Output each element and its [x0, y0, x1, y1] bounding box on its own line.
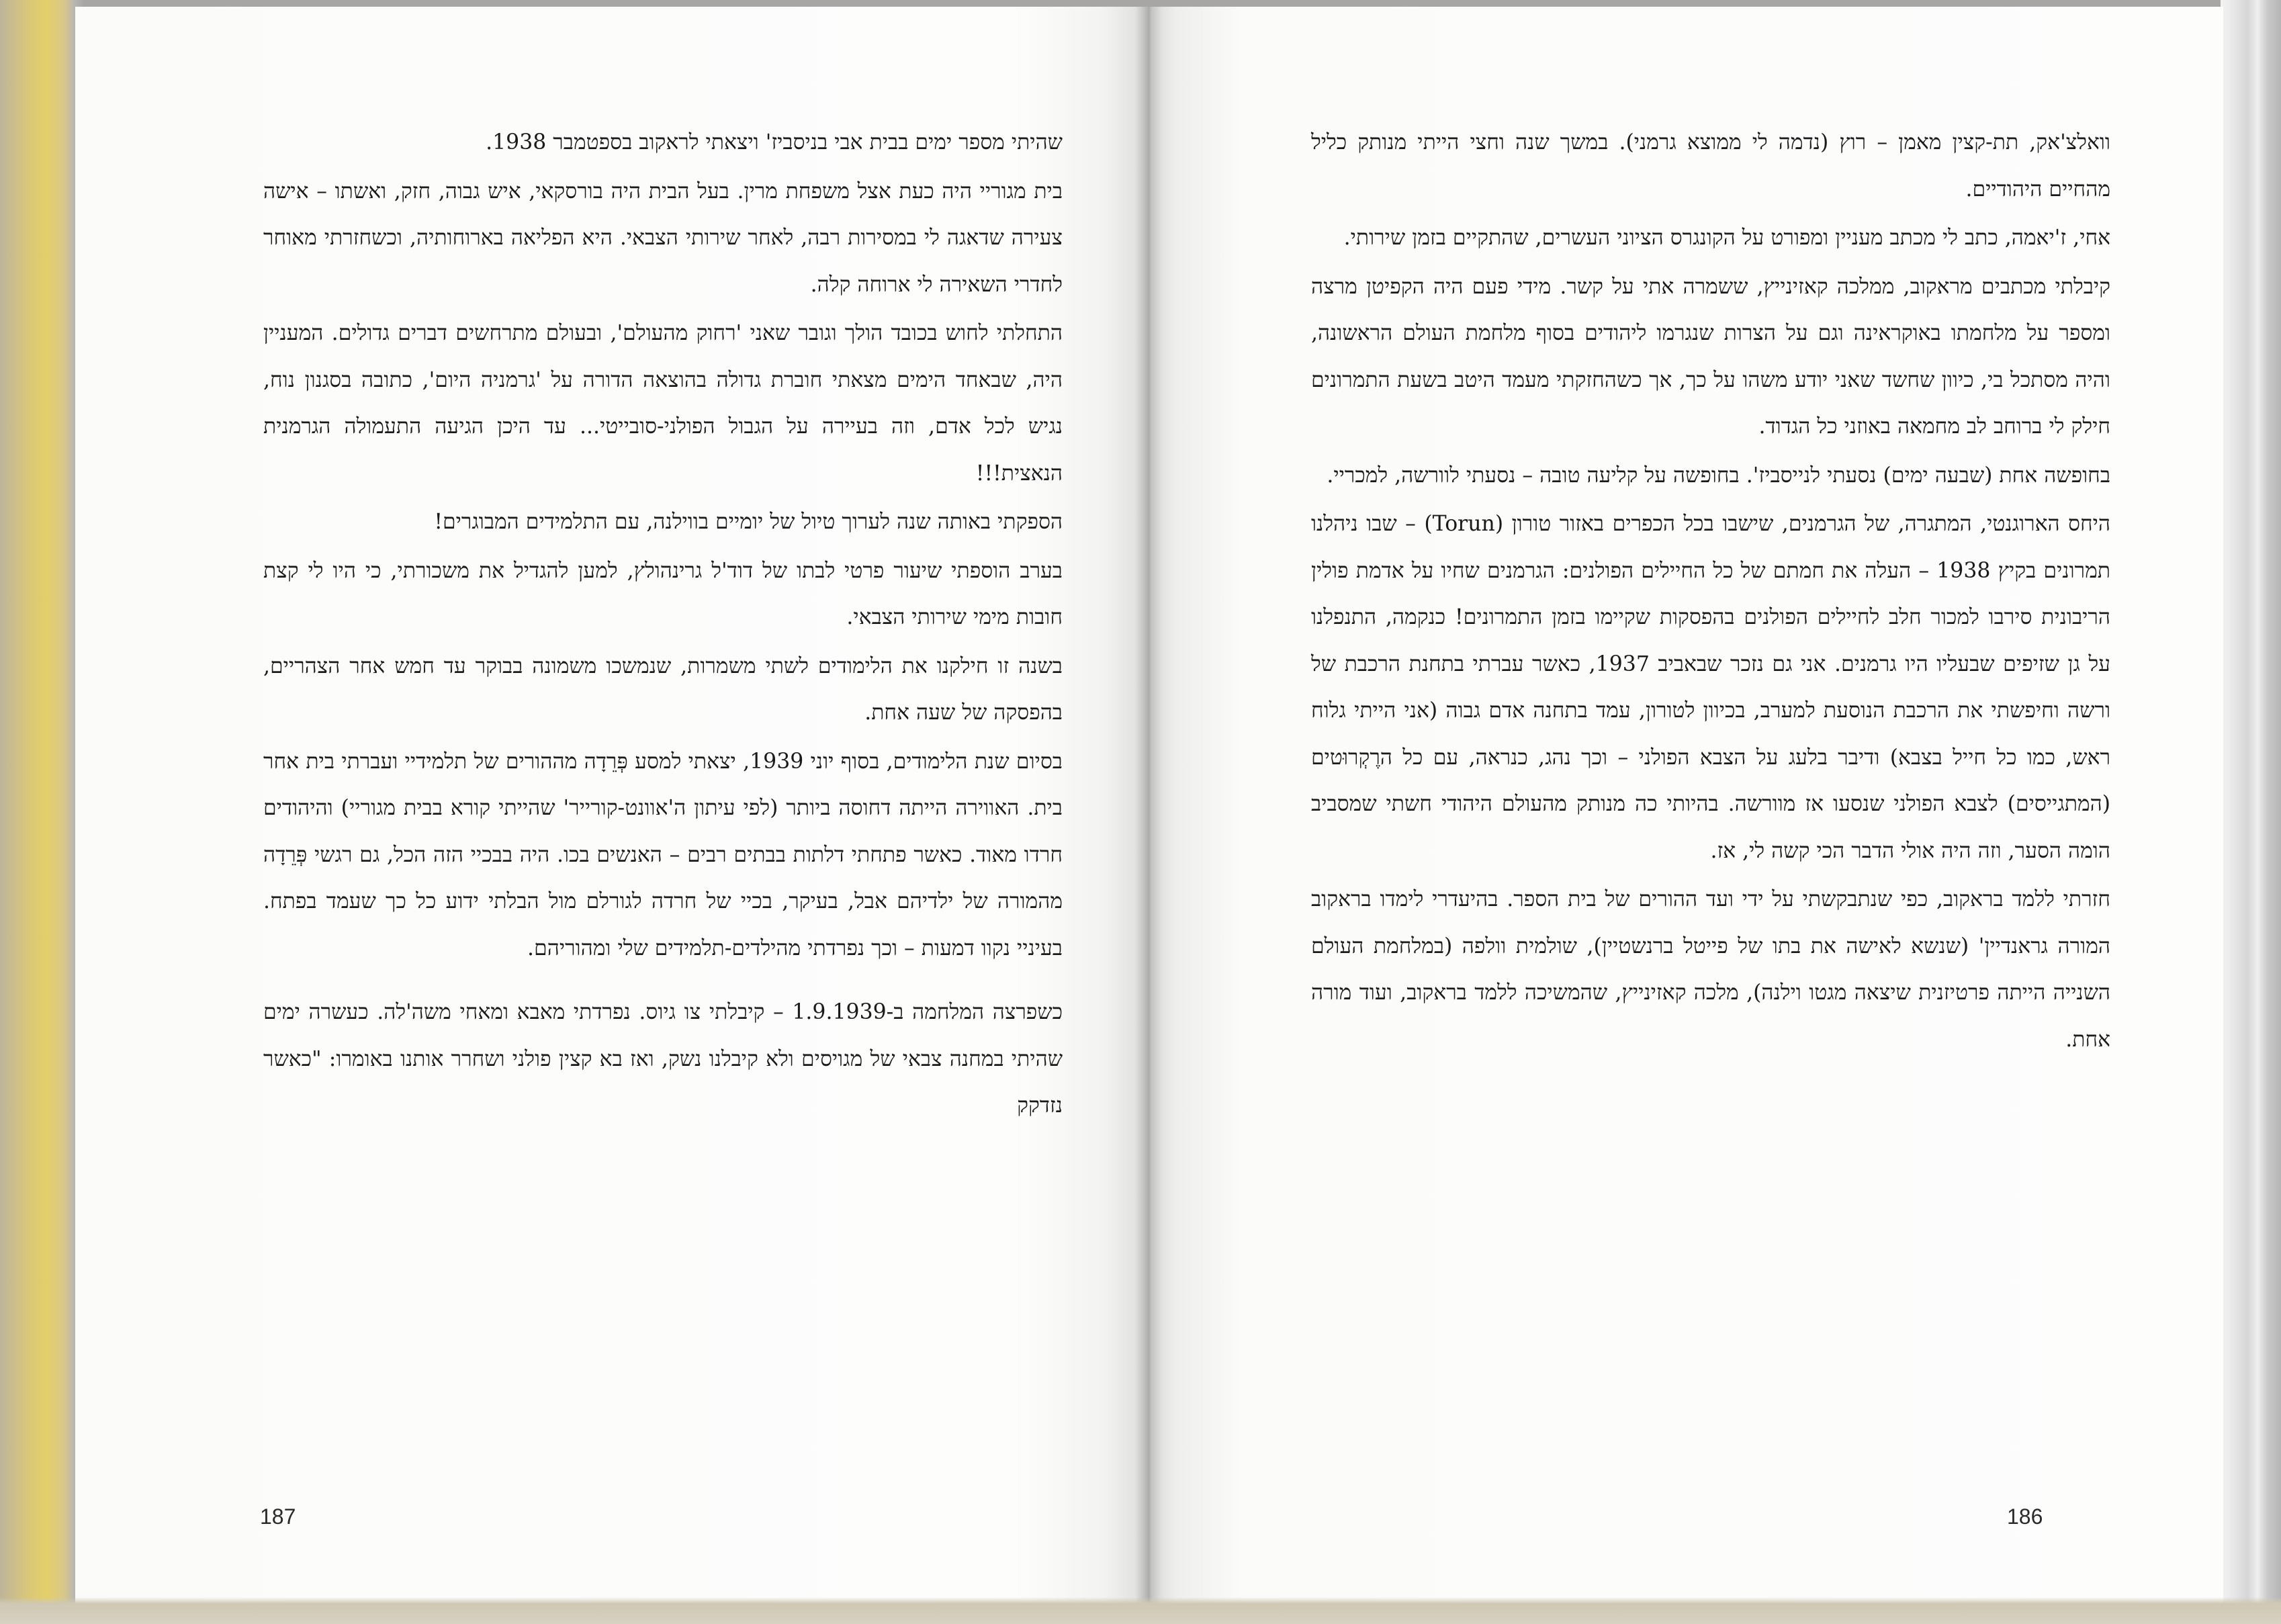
paragraph: בשנה זו חילקנו את הלימודים לשתי משמרות, שנמשכו משמונה בבוקר עד חמש אחר הצהריים, בהפסקה של שעה אחת. [263, 653, 1063, 725]
paragraph: קיבלתי מכתבים מראקוב, ממלכה קאזינייץ, ששמרה אתי על קשר. מידי פעם היה הקפיטן מרצה ומספר על מלחמתו באוקראינה וגם על הצרות שנגרמו ליהודים בסוף מלחמת העולם הראשונה, והיה מסתכל בי, כיוון שחשד שאני יודע משהו על כך, אך כשהחזקתי מעמד היטב בשעת התמרונים חילק לי ברוחב לב מחמאה באוזני כל הגדוד. [1311, 274, 2110, 439]
paragraph: היחס הארוגנטי, המתגרה, של הגרמנים, שישבו בכל הכפרים באזור טורון (Torun) – שבו ניהלנו תמרונים בקיץ 1938 – העלה את חמתם של כל החיילים הפולנים: הגרמנים שחיו על אדמת פולין הריבונית סירבו למכור חלב לחיילים הפולנים בהפסקות שקיימו בזמן התמרונים! כנקמה, התנפלנו על גן שזיפים שבעליו היו גרמנים. אני גם נזכר שבאביב 1937, כאשר עברתי בתחנת הרכבת של ורשה וחיפשתי את הרכבת הנוסעת למערב, בכיוון לטורון, עמד בתחנה אדם גבוה (אני הייתי גלוח ראש, כמו כל חייל בצבא) ודיבר בלעג על הצבא הפולני – וכך נהג, כנראה, עם כל הרֶקְרוּטים (המתגייסים) לצבא הפולני שנסעו אז מוורשה. בהיותי כה מנותק מהעולם היהודי חשתי שמסביב הומה הסער, וזה היה אולי הדבר הכי קשה לי, אז. [1311, 512, 2111, 863]
paragraph: בחופשה אחת (שבעה ימים) נסעתי לנייסביז'. בחופשה על קליעה טובה – נסעתי לוורשה, למכריי. [1327, 463, 2110, 488]
right-page-text [1311, 120, 2110, 1065]
paragraph: התחלתי לחוש בכובד הולך וגובר שאני 'רחוק מהעולם', ובעולם מתרחשים דברים גדולים. המעניין היה, שבאחד הימים מצאתי חוברת גדולה בהוצאה הדורה על 'גרמניה היום', כתובה בסגנון נוח, נגיש לכל אדם, וזה בעיירה על הגבול הפולני-סובייטי... עד היכן הגיעה התעמולה הגרמנית הנאצית!!! [263, 321, 1063, 486]
right-page [1149, 7, 2223, 1617]
paragraph: חזרתי ללמד בראקוב, כפי שנתבקשתי על ידי ועד ההורים של בית הספר. בהיעדרי לימדו בראקוב המורה גראנדיין' (שנשא לאישה את בתו של פייטל ברנשטיין), שולמית וולפה (במלחמת העולם השנייה הייתה פרטיזנית שיצאה מגטו וילנה), מלכה קאזינייץ, שהמשיכה ללמד בראקוב, ועוד מורה אחת. [1311, 887, 2110, 1052]
paragraph: בערב הוספתי שיעור פרטי לבתו של דוד'ל גרינהולץ, למען להגדיל את משכורתי, כי היו לי קצת חובות מימי שירותי הצבאי. [263, 558, 1063, 629]
paragraph: בית מגוריי היה כעת אצל משפחת מרין. בעל הבית היה בורסקאי, איש גבוה, חזק, ואשתו – אישה צעירה שדאגה לי במסירות רבה, לאחר שירותי הצבאי. היא הפליאה בארוחותיה, וכשחזרתי מאוחר לחדרי השאירה לי ארוחה קלה. [263, 179, 1063, 297]
page-stack-edge [2221, 0, 2281, 1624]
page-number: 186 [2007, 1504, 2043, 1529]
paragraph: וואלצ'אק, תת-קצין מאמן – רוץ (נדמה לי ממוצא גרמני). במשך שנה וחצי הייתי מנותק כליל מהחיים היהודיים. [1311, 130, 2110, 201]
paragraph: הספקתי באותה שנה לערוך טיול של יומיים בווילנה, עם התלמידים המבוגרים! [434, 510, 1063, 534]
paragraph: אחי, ז'יאמה, כתב לי מכתב מעניין ומפורט על הקונגרס הציוני העשרים, שהתקיים בזמן שירותי. [1343, 226, 2110, 250]
paragraph: בסיום שנת הלימודים, בסוף יוני 1939, יצאתי למסע פְּרֵדָה מההורים של תלמידיי ועברתי בית אחר בית. האווירה הייתה דחוסה ביותר (לפי עיתון ה'אוונט-קורייר' שהייתי קורא בבית מגוריי) והיהודים חרדו מאוד. כאשר פתחתי דלתות בבתים רבים – האנשים בכו. היה בבכיי הזה הכל, גם רגשי פְּרֵדָה מהמורה של ילדיהם אבל, בעיקר, בכיי של חרדה לגורלם מול הבלתי ידוע כל כך שעמד בפתח. בעיניי נקוו דמעות – וכך נפרדתי מהילדים-תלמידים שלי ומהוריהם. [263, 749, 1063, 960]
scan-bottom-edge [0, 1597, 2281, 1624]
left-page [75, 7, 1149, 1617]
paragraph: כשפרצה המלחמה ב-1.9.1939 – קיבלתי צו גיוס. נפרדתי מאבא ומאחי משה'לה. כעשרה ימים שהיתי במחנה צבאי של מגויסים ולא קיבלנו נשק, ואז בא קצין פולני ושחרר אותנו באומרו: "כאשר נזדקק [263, 1000, 1063, 1118]
page-number: 187 [260, 1504, 296, 1529]
paragraph: שהיתי מספר ימים בבית אבי בניסביז' ויצאתי לראקוב בספטמבר 1938. [486, 130, 1063, 154]
left-page-text [263, 120, 1063, 1132]
